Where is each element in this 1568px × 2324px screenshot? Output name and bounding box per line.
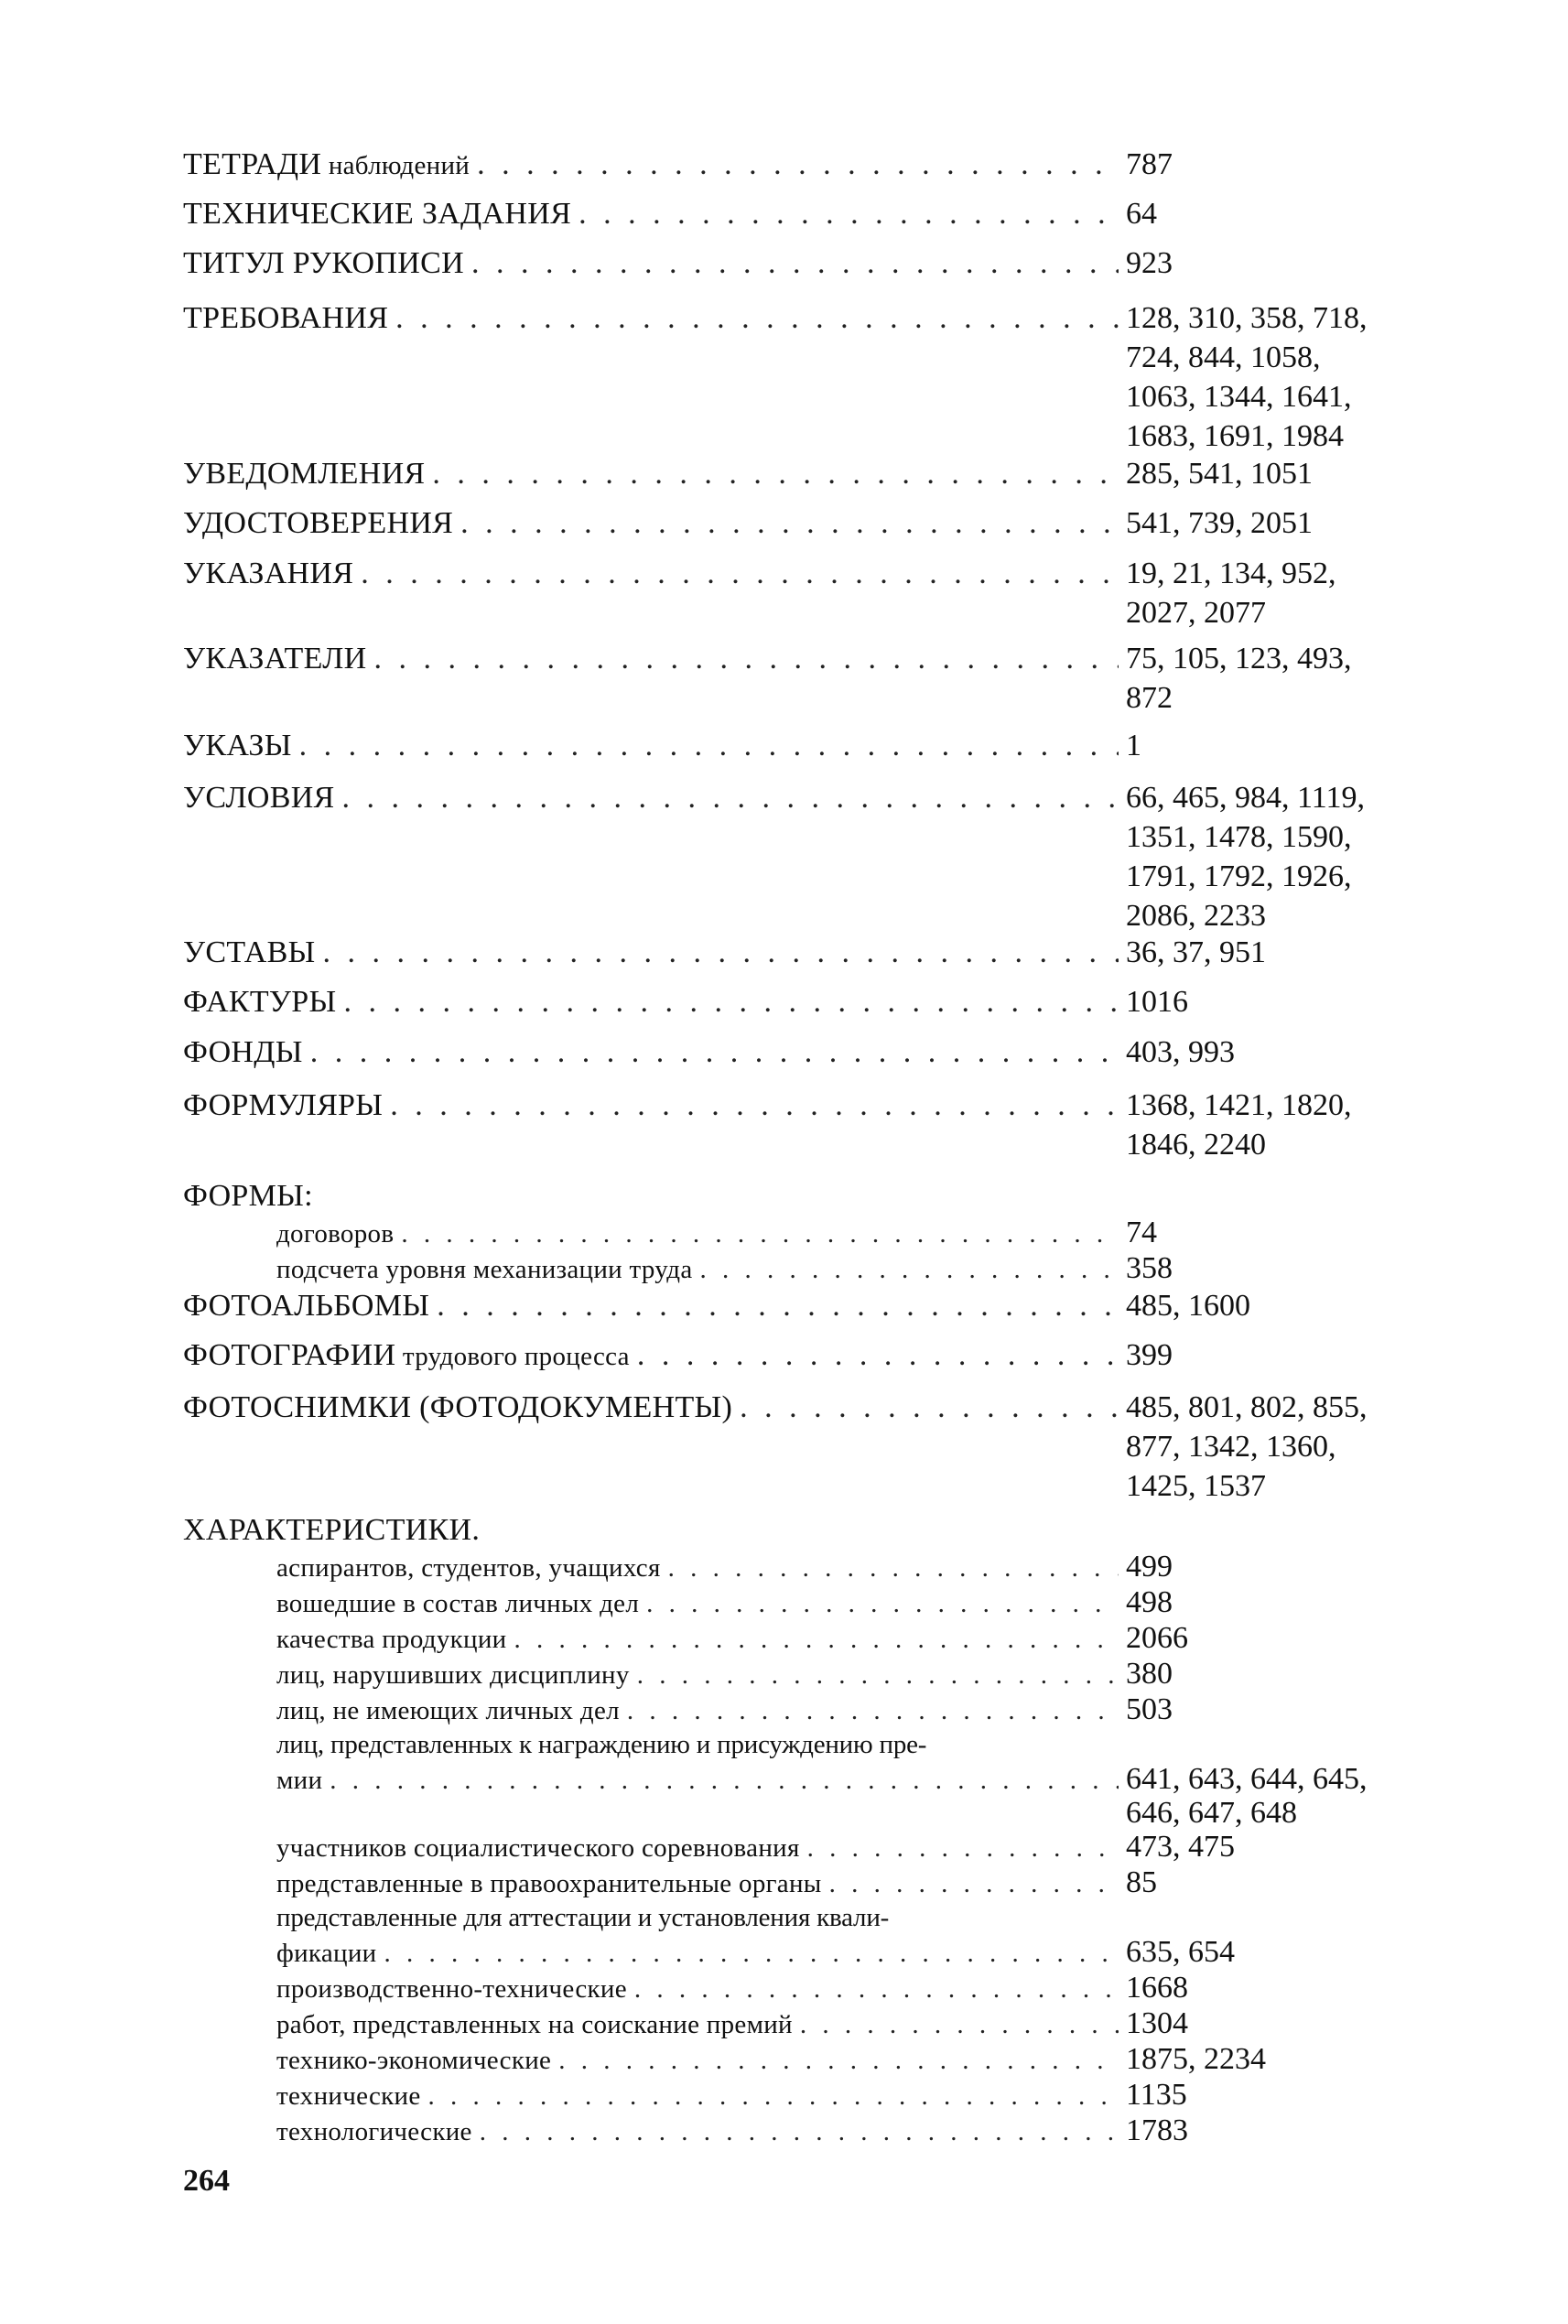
entry-pages: 2066 — [1126, 1621, 1188, 1655]
dot-leader — [342, 778, 1119, 817]
entry-pages: 66, 465, 984, 1119, 1351, 1478, 1590, 1791, 1792, 1926, 2086, 2233 — [1126, 781, 1365, 933]
index-entry-trebovaniya — [183, 298, 1400, 456]
dot-leader — [637, 1659, 1119, 1692]
entry-term: ФАКТУРЫ — [183, 985, 337, 1019]
index-entry-udostovereniya — [183, 503, 1400, 543]
entry-pages: 1875, 2234 — [1126, 2042, 1266, 2076]
entry-term: ФОТОСНИМКИ (ФОТОДОКУМЕНТЫ) — [183, 1390, 733, 1424]
sub-entry: вошедшие в состав личных дел . . . 498 — [183, 1585, 1400, 1621]
entry-pages: 358 — [1126, 1251, 1173, 1285]
dot-leader — [395, 298, 1119, 338]
entry-pages: 473, 475 — [1126, 1830, 1235, 1864]
dot-leader — [558, 2044, 1119, 2078]
entry-pages: 128, 310, 358, 718, 724, 844, 1058, 1063, 1344, 1641, 1683, 1691, 1984 — [1126, 301, 1368, 453]
dot-leader — [668, 1551, 1119, 1585]
sub-entry: технические . . . 1135 — [183, 2078, 1400, 2113]
dot-leader — [477, 145, 1119, 184]
dot-leader — [800, 2008, 1119, 2042]
dot-leader — [579, 194, 1119, 233]
entry-pages: 641, 643, 644, 645, 646, 647, 648 — [1126, 1762, 1368, 1830]
entry-pages: 74 — [1126, 1216, 1157, 1249]
sub-entry: представленные в правоохранительные органы . . . 85 — [183, 1865, 1400, 1901]
entry-pages: 285, 541, 1051 — [1126, 457, 1313, 491]
dot-leader — [471, 243, 1119, 283]
dot-leader — [361, 554, 1119, 593]
dot-leader — [700, 1253, 1119, 1287]
entry-pages: 85 — [1126, 1865, 1157, 1899]
entry-term: ФОТОГРАФИИ трудового процесса — [183, 1338, 630, 1372]
index-entry-fondy — [183, 1032, 1400, 1072]
index-entry-faktury — [183, 982, 1400, 1021]
entry-term: ТЕТРАДИ наблюдений — [183, 147, 470, 181]
entry-pages: 923 — [1126, 246, 1173, 280]
sub-entry: лиц, не имеющих личных дел . . . 503 — [183, 1692, 1400, 1728]
entry-term: ТРЕБОВАНИЯ — [183, 301, 389, 335]
dot-leader — [343, 982, 1119, 1021]
sub-entry-text: представленные для аттестации и установления квали- — [276, 1903, 890, 1932]
index-entry-formy — [183, 1176, 1400, 1287]
entry-term: УВЕДОМЛЕНИЯ — [183, 457, 426, 491]
entry-term: УСТАВЫ — [183, 935, 316, 969]
entry-term: ФОРМУЛЯРЫ — [183, 1088, 384, 1122]
entry-pages: 1368, 1421, 1820, 1846, 2240 — [1126, 1088, 1352, 1162]
sub-entry: лиц, нарушивших дисциплину . . . 380 — [183, 1657, 1400, 1692]
entry-term: УКАЗЫ — [183, 729, 292, 762]
entry-pages: 1 — [1126, 729, 1141, 762]
dot-leader — [829, 1867, 1119, 1901]
entry-term: УКАЗАНИЯ — [183, 557, 354, 590]
entry-pages: 503 — [1126, 1692, 1173, 1726]
entry-term: УДОСТОВЕРЕНИЯ — [183, 506, 454, 540]
entry-term: ФОНДЫ — [183, 1035, 303, 1069]
sub-entry: фикации . . . 635, 654 — [183, 1935, 1400, 1971]
sub-entry: договоров . . . 74 — [183, 1216, 1400, 1251]
entry-pages: 485, 801, 802, 855, 877, 1342, 1360, 1425, 1537 — [1126, 1390, 1368, 1503]
index-entry-titul-rukopisi — [183, 243, 1400, 283]
dot-leader — [646, 1587, 1119, 1621]
entry-pages: 75, 105, 123, 493, 872 — [1126, 642, 1352, 715]
index-entry-fotosnimki — [183, 1388, 1400, 1506]
index-entry-uvedomleniya — [183, 454, 1400, 493]
dot-leader — [627, 1694, 1119, 1728]
entry-term: УКАЗАТЕЛИ — [183, 642, 367, 676]
dot-leader — [384, 1937, 1119, 1971]
index-entry-fotografii — [183, 1335, 1400, 1377]
entry-pages: 1668 — [1126, 1971, 1188, 2005]
dot-leader — [637, 1335, 1119, 1375]
page-number: 264 — [183, 2164, 230, 2198]
entry-term: УСЛОВИЯ — [183, 781, 335, 815]
dot-leader — [310, 1032, 1119, 1072]
sub-entry: технологические . . . 1783 — [183, 2113, 1400, 2149]
entry-pages: 485, 1600 — [1126, 1289, 1250, 1323]
dot-leader — [432, 454, 1119, 493]
entry-term: ТИТУЛ РУКОПИСИ — [183, 246, 464, 280]
dot-leader — [323, 933, 1119, 972]
entry-pages: 1135 — [1126, 2078, 1187, 2112]
index-entry-usloviya — [183, 778, 1400, 935]
entry-pages: 498 — [1126, 1585, 1173, 1619]
entry-pages: 1304 — [1126, 2006, 1188, 2040]
entry-pages: 541, 739, 2051 — [1126, 506, 1313, 540]
dot-leader — [634, 1973, 1119, 2006]
sub-entry: мии . . . 641, 643, 644, 645, 646, 647, 648 — [183, 1762, 1400, 1830]
sub-entry: работ, представленных на соискание премий . . . 1304 — [183, 2006, 1400, 2042]
index-entry-ukazy — [183, 726, 1400, 765]
index-entry-fotoalbomy — [183, 1286, 1400, 1325]
entry-pages: 787 — [1126, 147, 1173, 181]
dot-leader — [514, 1623, 1119, 1657]
sub-entry: аспирантов, студентов, учащихся . . . 499 — [183, 1550, 1400, 1585]
entry-pages: 403, 993 — [1126, 1035, 1235, 1069]
dot-leader — [740, 1388, 1119, 1427]
entry-term: ХАРАКТЕРИСТИКИ. — [183, 1513, 481, 1547]
index-entry-ukazateli — [183, 639, 1400, 718]
index-entry-formulyary — [183, 1086, 1400, 1164]
entry-pages: 19, 21, 134, 952, 2027, 2077 — [1126, 557, 1336, 630]
sub-entry-text: лиц, представленных к награждению и присуждению пре- — [276, 1730, 927, 1759]
entry-term: ФОТОАЛЬБОМЫ — [183, 1289, 430, 1323]
sub-entry: технико-экономические . . . 1875, 2234 — [183, 2042, 1400, 2078]
dot-leader — [330, 1764, 1119, 1798]
entry-term: ФОРМЫ: — [183, 1179, 313, 1213]
dot-leader — [480, 2115, 1119, 2149]
index-entry-tekhnicheskie-zadaniya — [183, 194, 1400, 233]
dot-leader — [460, 503, 1119, 543]
sub-entry: производственно-технические . . . 1668 — [183, 1971, 1400, 2006]
index-entry-tetradi — [183, 145, 1400, 186]
dot-leader — [437, 1286, 1119, 1325]
index-entry-kharakteristiki — [183, 1510, 1400, 2149]
dot-leader — [299, 726, 1119, 765]
entry-pages: 399 — [1126, 1338, 1173, 1372]
index-entry-ustavy — [183, 933, 1400, 972]
sub-entry: подсчета уровня механизации труда . . . 358 — [183, 1251, 1400, 1287]
dot-leader — [807, 1832, 1119, 1865]
entry-pages: 380 — [1126, 1657, 1173, 1691]
entry-pages: 1016 — [1126, 985, 1188, 1019]
dot-leader — [390, 1086, 1119, 1125]
entry-term: ТЕХНИЧЕСКИЕ ЗАДАНИЯ — [183, 197, 572, 231]
sub-entry: участников социалистического соревнования . . . 473, 475 — [183, 1830, 1400, 1865]
dot-leader — [373, 639, 1119, 678]
sub-entry: качества продукции . . . 2066 — [183, 1621, 1400, 1657]
entry-pages: 1783 — [1126, 2113, 1188, 2147]
entry-pages: 499 — [1126, 1550, 1173, 1584]
entry-pages: 36, 37, 951 — [1126, 935, 1266, 969]
dot-leader — [428, 2080, 1119, 2113]
entry-pages: 635, 654 — [1126, 1935, 1235, 1969]
dot-leader — [401, 1217, 1119, 1251]
entry-pages: 64 — [1126, 197, 1157, 231]
index-entry-ukazaniya — [183, 554, 1400, 632]
